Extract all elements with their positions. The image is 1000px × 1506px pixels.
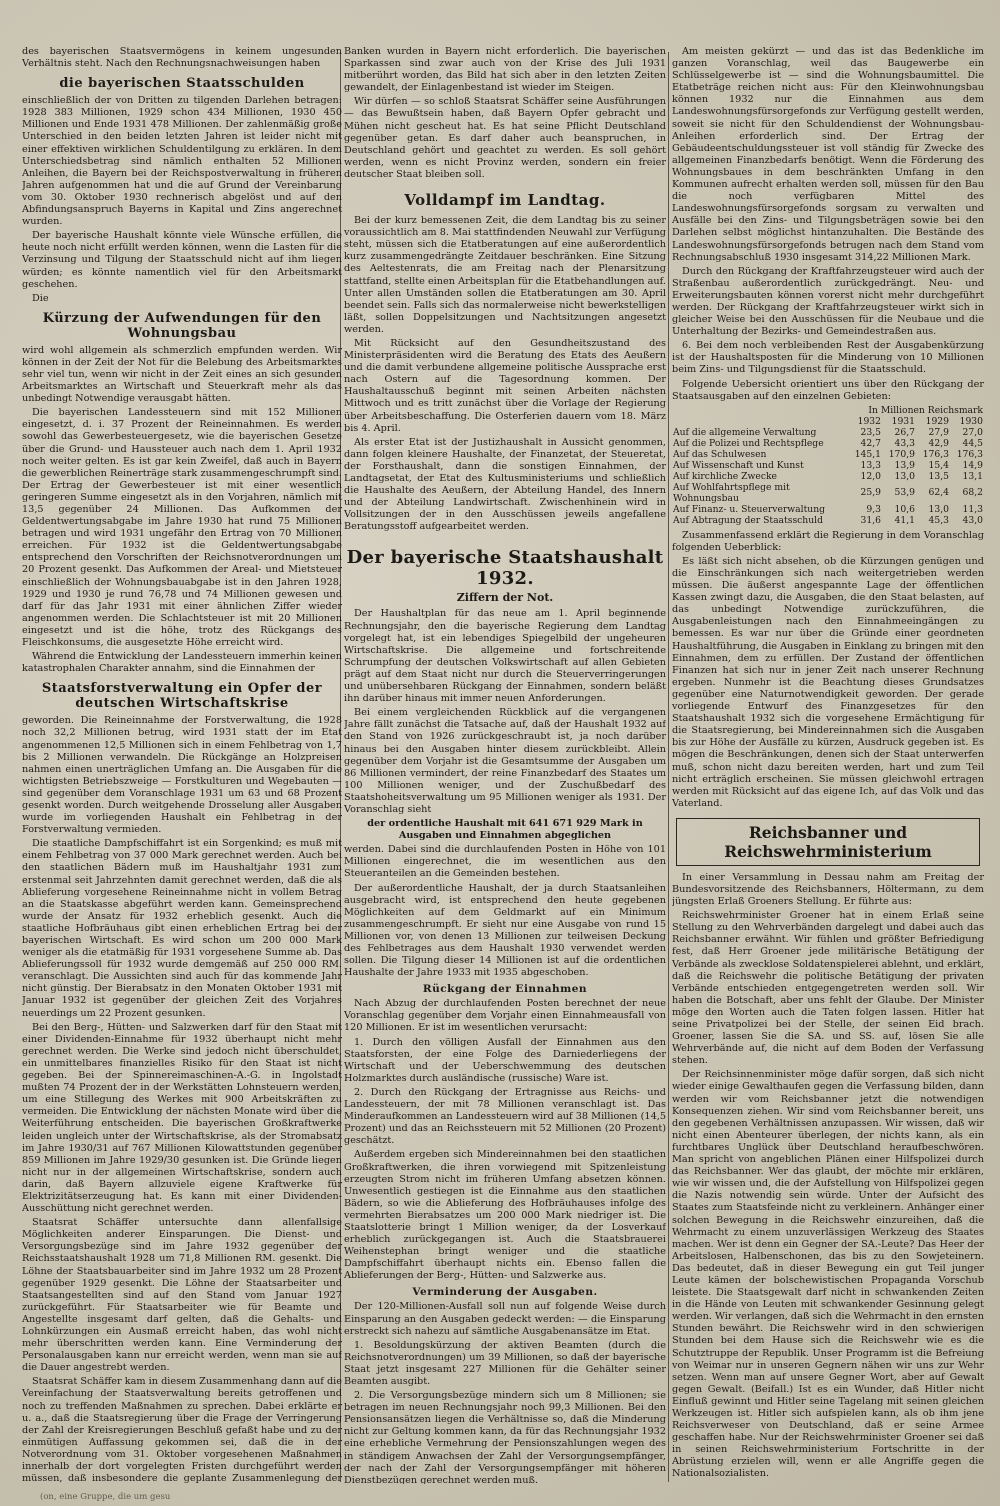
cell: 13,9 [894,459,915,471]
table-row [672,504,984,515]
cell: 53,9 [894,487,915,499]
cell: 43,3 [894,437,915,449]
cell: 27,0 [962,426,983,438]
paragraph: 2. Die Versorgungsbezüge mindern sich um 8 Millionen; sie betragen im neuen Rechnungsjahr noch 99,3 Millionen. Bei den Pensionsansätzen liegen die Verhältnisse so, daß die Minderung nicht zur Geltung kommen kann, da für das Rechnungsjahr 1932 eine erhebliche Vermehrung der Pensionszahlungen wegen des in ständigem Anwachsen der Zahl der Versorgungsempfänger, der nach der Zahl der Versorgungsempfänger mit höheren Dienstbezügen gerechnet werden muß. [344,1390,666,1484]
table-row [672,460,984,471]
row-label: Auf Wohlfahrtspflege mit Wohnungsbau [673,481,790,504]
section-heading: Kürzung der Aufwendungen für den Wohnungsbau [42,310,322,341]
paragraph: des bayerischen Staatsvermögens in keinem ungesunden Verhältnis steht. Nach den Rechnungsnachweisungen haben [22,46,342,70]
paragraph: Am meisten gekürzt — und das ist das Bedenkliche im ganzen Voranschlag, weil das Baugewerbe ein Schlüsselgewerbe ist — sind die Wohnungsbaumittel. Die Etatbeträge reichen nicht aus: Für den Kleinwohnungsbau können 1932 nur die Einnahmen aus dem Landeswohnungsfürsorgefonds zur Verfügung gestellt werden, soweit sie nicht für den Schuldendienst der Wohnungsbau-Anleihen erforderlich sind. Der Ertrag der Gebäudeentschuldungssteuer ist voll ständig für Zwecke des allgemeinen Finanzbedarfs benötigt. Wenn die Förderung des Wohnungsbaues in dem beschränkten Umfang in den Kommunen aufrecht erhalten werden soll, müssen für den Bau die noch verfügbaren Mittel des Landeswohnungsfürsorgefonds sorgsam zu verwalten und Ausfälle bei den Zins- und Tilgungsbeträgen sowie bei den Darlehen selbst möglichst hintanzuhalten. Die Bestände des Landeswohnungsfürsorgefonds betrugen nach dem Stand vom Rechnungsabschluß 1930 insgesamt 314,22 Millionen Mark. [672,46,984,263]
article-subheadline: Ziffern der Not. [456,591,554,605]
paragraph: Der bayerische Haushalt könnte viele Wünsche erfüllen, die heute noch nicht erfüllt werden können, wenn die Lasten für die Verzinsung und Tilgung der Staatsschuld nicht auf ihm liegen würden; es könnte namentlich viel für den Arbeitsmarkt geschehen. [22,230,342,290]
cell: 42,9 [928,437,949,449]
cell: 62,4 [928,487,949,499]
table-row [672,471,984,482]
cell: 43,0 [962,514,983,526]
paragraph: einschließlich der von Dritten zu tilgenden Darlehen betragen: 1928 383 Millionen, 1929 schon 434 Millionen, 1930 450 Millionen und Ende 1931 478 Millionen. Der zahlenmäßig große Unterschied in den beiden letzten Jahren ist leider nicht mit einer effektiven wirklichen Schuldentilgung zu erklären. In dem Unterschiedsbetrag sind nämlich enthalten 52 Millionen Anleihen, die Bayern bei der Reichspostverwaltung in früheren Jahren aufgenommen hat und die auf Grund der Vereinbarung vom 30. Oktober 1930 rechnerisch abgelöst und auf den Abfindungsanspruch Bayerns in Kapital und Zins angerechnet wurden. [22,95,342,228]
row-label: Auf Wissenschaft und Kunst [673,459,804,471]
paragraph: Durch den Rückgang der Kraftfahrzeugsteuer wird auch der Straßenbau außerordentlich zurückgedrängt. Neu- und Erweiterungsbauten können vorerst nicht mehr durchgeführt werden. Der Rückgang der Kraftfahrzeugsteuer wirkt sich in gleicher Weise bei den Ausschüssen für die Neubaue und die Unterhaltung der Bezirks- und Gemeindestraßen aus. [672,265,984,338]
highlight-line: der ordentliche Haushalt mit 641 671 929 Mark in Ausgaben und Einnahmen abgeglichen [367,818,643,842]
section-heading: Volldampf im Landtag. [404,191,606,210]
table-row [672,438,984,449]
cell: 13,3 [860,459,881,471]
paragraph: Der Haushaltplan für das neue am 1. April beginnende Rechnungsjahr, den die bayerische Regierung dem Landtag vorgelegt hat, ist ein lebendiges Spiegelbild der ungeheuren Wirtschaftskrise. Die allgemeine und fortschreitende Schrumpfung der deutschen Volkswirtschaft auf allen Gebieten prägt auf dem Staat nicht nur durch die Steuerverringerungen und unübersehbaren Rückgang der Einnahmen, sondern beläßt ihn darüber hinaus mit immer neuen Anforderungen. [344,608,666,705]
paragraph: 6. Bei dem noch verbleibenden Rest der Ausgabenkürzung ist der Haushaltsposten für die Minderung von 10 Millionen beim Zins- und Tilgungsdienst für die Staatsschuld. [672,340,984,376]
row-label: Auf die allgemeine Verwaltung [673,426,817,438]
paragraph: Es läßt sich nicht absehen, ob die Kürzungen genügen und die Einschränkungen sich nach weitergetrieben werden müssen. Die äußerst angespannte Lage der öffentlichen Kassen zwingt dazu, die Ausgaben, die den Staat belasten, auf das unbedingt Notwendige zurückzuführen, die Ausgabenleistungen nach den Einnahmeeingängen zu bemessen. Es war nur über die Gründe einer geordneten Haushaltführung, die Ausgaben in Einklang zu bringen mit den Einnahmen, dem zu erfüllen. Der Zustand der öffentlichen Finanzen hat sich nur in jener Zeit nach unserer Rechnung ergeben. Nunmehr ist die Beachtung dieses Grundsatzes gegenüber eine Naturnotwendigkeit geworden. Der gerade vorliegende Entwurf des Finanzgesetzes für den Staatshaushalt 1932 sich die vorgesehene Ermächtigung für die Staatsregierung, bei Mindereinnahmen sich die Ausgaben bis zur Höhe der Ausfälle zu kürzen, Ausdruck gegeben ist. Es mögen die Beschränkungen, denen sich der Staat unterwerfen muß, schon nicht dazu bereiten werden, hart und zum Teil nicht erträglich erscheinen. Sie müssen gleichwohl ertragen werden mit Rücksicht auf das eigene Ich, auf das Volk und das Vaterland. [672,555,984,809]
cell: 11,3 [962,503,983,515]
year-header: 1930 [959,415,983,427]
year-header: 1931 [891,415,915,427]
expenditure-table [672,405,984,526]
paragraph: Außerdem ergeben sich Mindereinnahmen bei den staatlichen Großkraftwerken, die ihren vorwiegend mit Spitzenleistung erzeugten Strom nicht im früheren Umfang absetzen können. Unwesentlich gestiegen ist die Einnahme aus den staatlichen Bädern, so wie die Ablieferung des Hofbräuhauses infolge des vermehrten Bierabsatzes um 200 000 Mark niedriger ist. Die Staatslotterie bringt 1 Million weniger, da der Losverkauf erheblich zurückgegangen ist. Auch die Staatsbrauerei Weihenstephan bringt weniger und die staatliche Dampfschiffahrt überhaupt nichts ein. Ebenso fallen die Ablieferungen der Berg-, Hütten- und Salzwerke aus. [344,1149,666,1282]
cell: 31,6 [860,514,881,526]
table-row [672,427,984,438]
paragraph: Nach Abzug der durchlaufenden Posten berechnet der neue Voranschlag gegenüber dem Vorjahr einen Einnahmeausfall von 120 Millionen. Er ist im wesentlichen verursacht: [344,998,666,1034]
paragraph: Der Reichsinnenminister möge dafür sorgen, daß sich nicht wieder einige Gewalthaufen gegen die Verfassung bilden, dann werden wir vom Reichsbanner jetzt die notwendigen Konsequenzen ziehen. Wir sind vom Reichsbanner bereit, uns den gegebenen Verhältnissen anzupassen. Wir wissen, daß wir nicht einen Abenteurer überlegen, der nichts kann, als ein furchtbares Unglück über Deutschland heraufbeschwören. Man spricht von angeblichen Plänen einer Hilfspolizei durch das Reichsbanner. Wer das glaubt, der möchte mir erklären, wie wir wissen und, die der Aufstellung von Hilfspolizei gegen die Nazis notwendig sein würde. Unter der Aufsicht des Staates zum Staatsfeinde nicht zu verkleinern. Anhänger einer solchen Bewegung in die Reichswehr einzureihen, daß die Wehrmacht zu einem unzuverlässigen Werkzeug des Staates machen. Wer ist denn ein Gegner der SA.-Leute? Das Heer der Arbeitslosen, Halbenschonen, das bis zu den Sowjeteinern. Das bedeutet, daß in dieser Bewegung ein gut Teil junger Leute kämen der bolschewistischen Propaganda Vorschub leistete. Die Staatsgewalt darf nicht in schwankenden Zeiten in die Hände von Leuten mit schwankender Gesinnung gelegt werden. Wir verlangen, daß sich die Wehrmacht in den ernsten Stunden bewährt. Die Reichswehr wird in den schwierigen Stunden bei dem Hause sich die Reichswehr wie es die Schutztruppe der Republik. Unser Programm ist die Befreiung von Weimar nur in unseren Gegnern nähen wir uns zur Wehr setzen. Wenn man auf unsere Gegner Wort, aber auf Gewalt gegen Gewalt. (Beifall.) Ist es ein Wunder, daß Hitler nicht Einfluß gewinnt und Hitler seine Tagelang mit seinen gleichen Werkzeugen ist. Hitler sich aufspielen kann, als ob ihm jene Reichsverweser von Deutschland, daß er seine Armee geschaffen habe. Nur der Reichswehrminister Groener sei daß in seinen Reichswehrministerium Fortschritte in der Abrüstung erzielen will, wenn er alle Angriffe gegen die Nationalsozialisten. [672,1069,984,1480]
paragraph: Wir dürfen — so schloß Staatsrat Schäffer seine Ausführungen — das Bewußtsein haben, daß Bayern Opfer gebracht und Mühen nicht gescheut hat. Es hat seine Pflicht Deutschland gegenüber getan. Es darf daher auch beanspruchen, in Deutschland gehört und geachtet zu werden. Es soll gehört werden, wenn es nicht Provinz werden, sondern ein freier deutscher Staat bleiben soll. [344,96,666,180]
cell: 23,5 [860,426,881,438]
cell: 25,9 [860,487,881,499]
paragraph: 2. Durch den Rückgang der Ertragnisse aus Reichs- und Landessteuern, der mit 78 Millionen veranschlagt ist. Das Minderaufkommen an Landessteuern wird auf 38 Millionen (14,5 Prozent) und das an Reichssteuern mit 52 Millionen (20 Prozent) geschätzt. [344,1086,666,1147]
footer-fragment: (on, eine Gruppe, die um gesu [40,1492,171,1502]
paragraph: Bei der kurz bemessenen Zeit, die dem Landtag bis zu seiner voraussichtlich am 8. Mai stattfindenden Neuwahl zur Verfügung steht, müssen sich die Etatberatungen auf eine außerordentlich kurz zusammengedrängte Zeitdauer beschränken. Eine Sitzung des Aeltestenrats, die am Freitag nach der Plenarsitzung stattfand, stellte einen Arbeitsplan für die Etatbehandlungen auf. Unter allen Umständen sollen die Etatberatungen am 30. April beendet sein. Falls sich das normalerweise nicht bewerkstelligen läßt, sollen Doppelsitzungen und Nachtsitzungen angesetzt werden. [344,215,666,335]
paragraph: Die [32,292,49,304]
paragraph: 1. Durch den völligen Ausfall der Einnahmen aus den Staatsforsten, der eine Folge des Darniederliegens der Wirtschaft und der Ueberschwemmung des deutschen Holzmarktes durch ausländische (russische) Ware ist. [344,1036,666,1084]
table-row [672,482,984,504]
paragraph: Reichswehrminister Groener hat in einem Erlaß seine Stellung zu den Wehrverbänden dargelegt und dabei auch das Reichsbanner erwähnt. Wir fühlen und größter Befriedigung fest, daß Herr Groener jede militärische Betätigung der Verbände als zwecklose Soldatenspielerei ablehnt, und erklärt, daß die Reichswehr die politische Betätigung der privaten Verbände entschieden entgegengetreten werden soll. Wir haben die Botschaft, aber uns fehlt der Glaube. Der Minister möge den Worten auch die Taten folgen lassen. Hitler hat seine Privatpolizei bei der Stelle, der seinen Eid brach. Groener, lassen Sie die SA. und SS. auf, lösen Sie alle Wehrverbände auf, die nicht auf dem Boden der Verfassung stehen. [672,910,984,1067]
paragraph: Während die Entwicklung der Landessteuern immerhin keinen katastrophalen Charakter annahm, sind die Einnahmen der [22,651,342,675]
paragraph: Banken wurden in Bayern nicht erforderlich. Die bayerischen Sparkassen sind zwar auch von der Krise des Juli 1931 mitberührt worden, das Bild hat sich aber in den letzten Zeiten gewandelt, der Einlagenbestand ist wieder im Steigen. [344,46,666,94]
paragraph: Bei einem vergleichenden Rückblick auf die vergangenen Jahre fällt zunächst die Tatsache auf, daß der Haushalt 1932 auf den Stand von 1926 zurückgeschraubt ist, ja noch darüber hinaus bei den Ausgaben hinter diesem zurückbleibt. Allein gegenüber dem Vorjahr ist die Gesamtsumme der Ausgaben um 86 Millionen vermindert, der reine Finanzbedarf des Staates um 100 Millionen weniger, und der Zuschußbedarf des Staatshoheitsverwaltung um 95 Millionen weniger als 1931. Der Voranschlag sieht [344,707,666,815]
year-header: 1929 [925,415,949,427]
cell: 13,0 [894,470,915,482]
cell: 12,0 [860,470,881,482]
paragraph: In einer Versammlung in Dessau nahm am Freitag der Bundesvorsitzende des Reichsbanners, Höltermann, zu dem jüngsten Erlaß Groeners Stellung. Er führte aus: [672,871,984,908]
paragraph: Zusammenfassend erklärt die Regierung in dem Voranschlag folgenden Ueberblick: [672,529,984,553]
cell: 9,3 [866,503,881,515]
cell: 26,7 [894,426,915,438]
cell: 45,3 [928,514,949,526]
paragraph: Folgende Uebersicht orientiert uns über den Rückgang der Staatsausgaben auf den einzelnen Gebieten: [672,378,984,402]
paragraph: wird wohl allgemein als schmerzlich empfunden werden. Wir können in der Zeit der Not für die Belebung des Arbeitsmarktes sehr viel tun, wenn wir nicht in der Zeit eines an sich gesunden Arbeitsmarktes an Wirtschaft und Steuerkraft mehr als das unbedingt Notwendige verausgabt hätten. [22,344,342,405]
row-label: Auf Abtragung der Staatsschuld [673,514,823,526]
cell: 10,6 [894,503,915,515]
table-row [672,449,984,460]
cell: 13,1 [962,470,983,482]
cell: 15,4 [928,459,949,471]
paragraph: Staatsrat Schäffer untersuchte dann allenfallsige Möglichkeiten anderer Einsparungen. Die Dienst- und Versorgungsbezüge sind im Jahre 1932 gegenüber der Reichsstaatshaushalt 1928 um 71,8 Millionen RM. gesenkt. Die Löhne der Staatsbauarbeiter sind im Jahre 1932 um 28 Prozent gegenüber 1929 gesenkt. Die Löhne der Staatsarbeiter und Staatsangestellten sind auf den Stand vom Januar 1927 zurückgeführt. Für Staatsarbeiter wie für Beamte und Angestellte insgesamt darf gelten, daß die Gehalts- und Lohnkürzungen ein Ausmaß erreicht haben, das wohl nicht mehr überschritten werden kann. Eine Verminderung der Personalausgaben kann nur erreicht werden, wenn man sie auf die Dauer angestrebt werden. [22,1217,342,1374]
paragraph: Der 120-Millionen-Ausfall soll nun auf folgende Weise durch Einsparung an den Ausgaben gedeckt werden: — die Einsparung erstreckt sich nahezu auf sämtliche Ausgabenansätze im Etat. [344,1301,666,1337]
paragraph: Der außerordentliche Haushalt, der ja durch Staatsanleihen ausgebracht wird, ist entsprechend den heute gegebenen Möglichkeiten auf dem Geldmarkt auf ein Minimum zusammengeschrumpft. Er sieht nur eine Ausgabe von rund 15 Millionen vor, von denen 13 Millionen zur teilweisen Deckung des Fehlbetrages aus dem Haushalt 1930 verwendet werden sollen. Die Tilgung dieser 14 Millionen ist auf die ordentlichen Haushalte der Jahre 1933 mit 1935 abgeschoben. [344,882,666,979]
cell: 41,1 [894,514,915,526]
cell: 68,2 [962,487,983,499]
paragraph: Die bayerischen Landessteuern sind mit 152 Millionen eingesetzt, d. i. 37 Prozent der Reineinnahmen. Es werden sowohl das Gewerbesteuergesetz, wie die bayerischen Gesetze über die Grund- und Haussteuer auch nach dem 1. April 1932 noch weiter gelten. Es ist gar kein Zweifel, daß auch in Bayern die gewerblichen Reinerträge stark zusammengeschrumpft sind. Der Ertrag der Gewerbesteuer ist mit einer wesentlich geringeren Summe eingesetzt als in den Vorjahren, nämlich mit 13,5 gegenüber 24 Millionen. Das Aufkommen der Geldentwertungsabgabe im Jahre 1930 hat rund 75 Millionen betragen und wird 1931 ungefähr den Ertrag von 70 Millionen erreichen. Für 1932 ist die Geldentwertungsabgabe entsprechend den Vorschriften der Reichsnotverordnungen um 20 Prozent gesenkt. Das Aufkommen der Areal- und Mietsteuer einschließlich der Wohnungsbauabgabe ist in den Jahren 1928, 1929 und 1930 je rund 76,78 und 74 Millionen gewesen und darf für das Jahr 1931 mit einer ähnlichen Ziffer wieder angenommen werden. Die Schlachtsteuer ist mit 20 Millionen eingesetzt und ist die höhe, trotz des Rückgangs des Fleischkonsums, die ausgesetzte Höhe erreicht wird. [22,407,342,649]
section-heading: Verminderung der Ausgaben. [412,1286,598,1299]
paragraph: Bei den Berg-, Hütten- und Salzwerken darf für den Staat mit einer Dividenden-Einnahme für 1932 überhaupt nicht mehr gerechnet werden. Die Werke sind jedoch nicht überschuldet, ein unmittelbares finanzielles Risiko für den Staat ist nicht gegeben. Bei der Spinnereimaschinen-A.-G. in Ingolstadt mußten 74 Prozent der in der Werkstätten Lohnsteuern werden, um eine Stillegung des Werkes mit 900 Arbeitskräften zu vermeiden. Die Entwicklung der nächsten Monate wird über die Weiterführung entscheiden. Die bayerischen Großkraftwerke leiden ungleich unter der Wirtschaftskrise, als der Stromabsatz im Jahre 1930/31 auf 767 Millionen Kilowattstunden gegenüber 859 Millionen im Jahre 1929/30 gesunken ist. Die Gründe liegen nicht nur in der allgemeinen Wirtschaftskrise, sondern auch darin, daß Bayern allzuviele eigene Kraftwerke für Elektrizitätserzeugung hat. Es kann mit einer Dividenden-Ausschüttung nicht gerechnet werden. [22,1021,342,1215]
cell: 42,7 [860,437,881,449]
row-label: Auf kirchliche Zwecke [673,470,777,482]
paragraph: werden. Dabei sind die durchlaufenden Posten in Höhe von 101 Millionen eingerechnet, die im wesentlichen aus den Steueranteilen an die Gemeinden bestehen. [344,844,666,880]
column-2 [344,46,666,1484]
column-1 [22,46,342,1484]
cell: 14,9 [962,459,983,471]
section-heading: die bayerischen Staatsschulden [59,76,305,92]
cell: 13,0 [928,503,949,515]
cell: 13,5 [928,470,949,482]
article-headline: Der bayerische Staatshaushalt 1932. [346,547,664,590]
table-title: In Millionen Reichsmark [868,404,983,416]
paragraph: Als erster Etat ist der Justizhaushalt in Aussicht genommen, dann folgen kleinere Haushalte, der Finanzetat, der Steueretat, der Forsthaushalt, dann die sonstigen Einnahmen, der Landtagsetat, der Etat des Kultusministeriums und schließlich die Haushalte des Aeußern, der Abteilung Handel, des Innern und der Abteilung Landwirtschaft. Zwischenhinein wird in Vollsitzungen der in den Ausschüssen jeweils angefallene Beratungsstoff aufgearbeitet werden. [344,436,666,533]
column-3 [672,46,984,1484]
cell: 176,3 [956,448,983,460]
cell: 44,5 [962,437,983,449]
article-headline: Reichsbanner und Reichswehrministerium [676,818,980,866]
table-header-row [672,416,984,427]
cell: 170,9 [888,448,915,460]
row-label: Auf die Polizei und Rechtspflege [673,437,824,449]
column-rule [668,52,669,1482]
paragraph: Staatsrat Schäffer kam in diesem Zusammenhang dann auf die Vereinfachung der Staatsverwaltung bereits getroffenen und noch zu treffenden Maßnahmen zu sprechen. Dabei erklärte er u. a., daß die Staatsregierung über die Frage der Verringerung der Zahl der Kreisregierungen Beschluß gefaßt habe und zu der einmütigen Auffassung gekommen sei, daß die in der Notverordnung vom 31. Oktober vorgesehenen Maßnahmen innerhalb der dort vorgelegten Fristen durchgeführt werden müssen, daß insbesondere die geplante Zusammenlegung der [22,1376,342,1484]
paragraph: 1. Besoldungskürzung der aktiven Beamten (durch die Reichsnotverordnungen) um 39 Millionen, so daß der bayerische Staat jetzt insgesamt 227 Millionen für die Gehälter seiner Beamten ausgibt. [344,1339,666,1387]
row-label: Auf das Schulwesen [673,448,767,460]
table-row [672,515,984,526]
table-title-row [672,405,984,416]
row-label: Auf Finanz- u. Steuerverwaltung [673,503,825,515]
cell: 145,1 [854,448,881,460]
year-header: 1932 [857,415,881,427]
section-heading: Rückgang der Einnahmen [422,983,588,996]
paragraph: Mit Rücksicht auf den Gesundheitszustand des Ministerpräsidenten wird die Beratung des Etats des Aeußern und die damit verbundene allgemeine politische Aussprache erst nach Ostern auf die Tagesordnung kommen. Der Haushaltausschuß beginnt mit seinen Arbeiten nächsten Mittwoch und es tritt zunächst über die Vorlage der Regierung über Arbeitsbeschaffung. Die Osterferien dauern vom 18. März bis 4. April. [344,337,666,434]
paragraph: geworden. Die Reineinnahme der Forstverwaltung, die 1928 noch 32,2 Millionen betrug, wird 1931 statt der im Etat angenommenen 12,5 Millionen sich in einem Fehlbetrag von 1,7 bis 2 Millionen verwandeln. Die Rückgänge an Holzpreisen nahmen einen unerträglichen Umfang an. Die Ausgaben für die wichtigsten Betriebszweige — Forstkulturen und Wegebauten — sind gegenüber dem Voranschlage 1931 um 63 und 68 Prozent gesenkt worden. Durch weitgehende Drosselung aller Ausgaben wurde im vorliegenden Haushalt ein Fehlbetrag in der Forstverwaltung vermieden. [22,715,342,836]
torn-top-margin [0,0,1000,44]
section-heading: Staatsforstverwaltung ein Opfer der deutschen Wirtschaftskrise [41,681,323,712]
cell: 176,3 [922,448,949,460]
paragraph: Die staatliche Dampfschiffahrt ist ein Sorgenkind; es muß mit einem Fehlbetrag von 37 000 Mark gerechnet werden. Auch bei den staatlichen Bädern muß im Haushaltjahr 1931 zum erstenmal seit Jahrzehnten damit gerechnet werden, daß die als Ablieferung vorgesehene Reineinnahme nicht in vollem Betrag an die Staatskasse abgeführt werden kann. Gemeinsprechend wurde der Ansatz für 1932 erheblich gesenkt. Auch die staatliche Hofbräuhaus gibt einen erheblichen Ertrag bei der bayerischen Wirtschaft. Es wird schon um 200 000 Mark weniger als die etatmäßig für 1931 vorgesehene Summe ab. Das Ablieferungssoll für 1932 wurde demgemäß auf 250 000 RM. veranschlagt. Die Aussichten sind auch für das kommende Jahr nicht günstig. Der Bierabsatz in den Monaten Oktober 1931 mit Januar 1932 ist gegenüber der gleichen Zeit des Vorjahres neuerdings um 22 Prozent gesunken. [22,838,342,1019]
cell: 27,9 [928,426,949,438]
